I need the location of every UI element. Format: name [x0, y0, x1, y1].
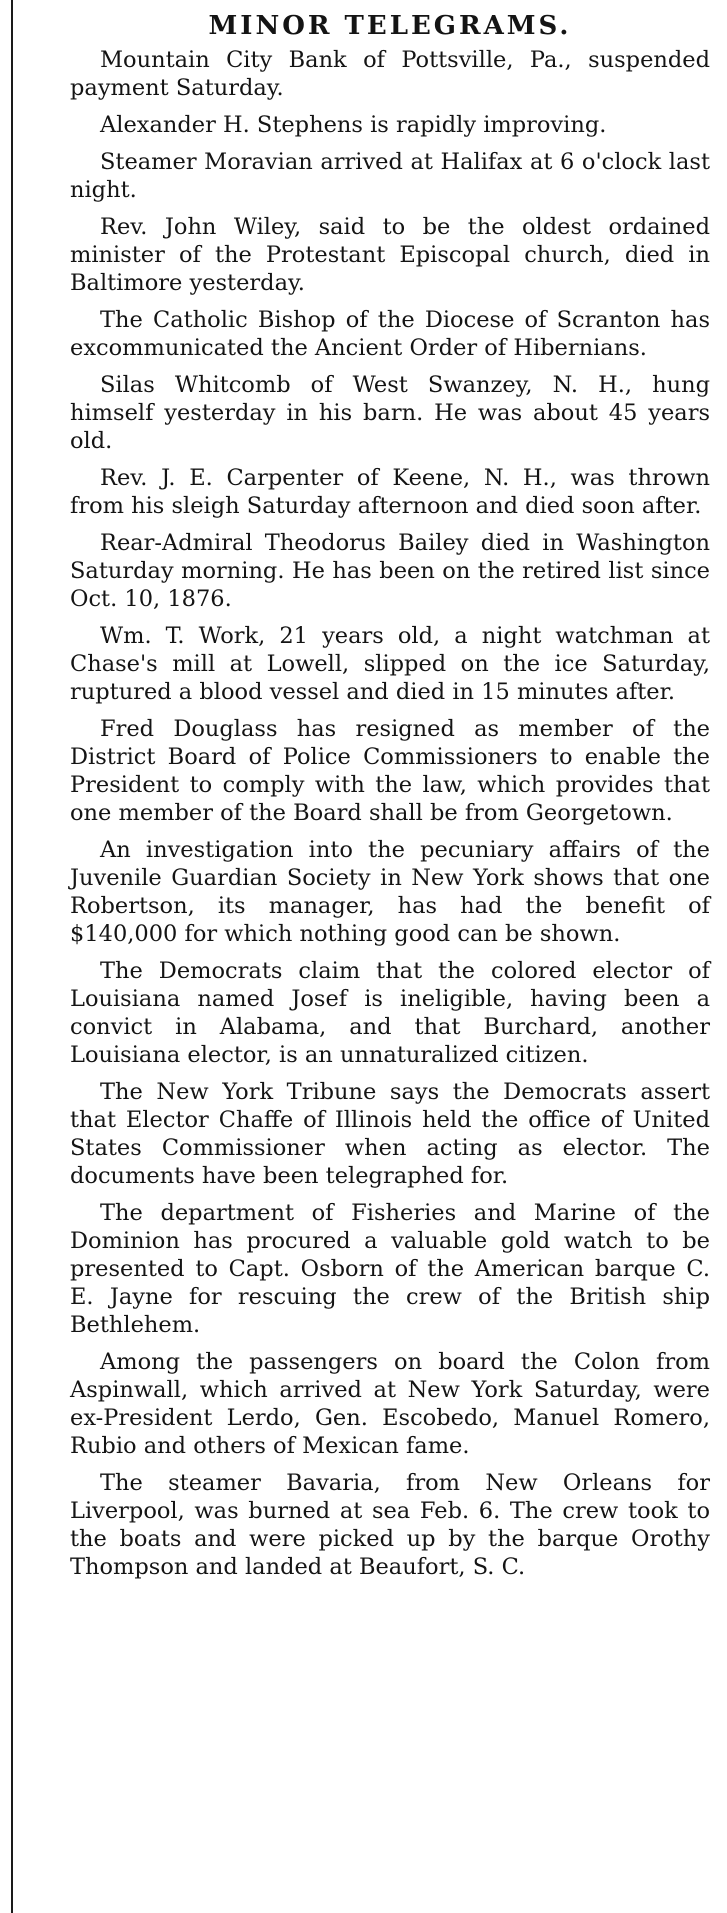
- news-item: Silas Whitcomb of West Swanzey, N. H., hung himself yesterday in his barn. He was about 45 years old.: [70, 372, 710, 454]
- news-item: The Democrats claim that the colored elector of Louisiana named Josef is ineligible, having been a convict in Alabama, and that Burchard, another Louisiana elector, is an unnaturalized citizen.: [70, 958, 710, 1068]
- news-item: Steamer Moravian arrived at Halifax at 6 o'clock last night.: [70, 149, 710, 203]
- news-item: The steamer Bavaria, from New Orleans for Liverpool, was burned at sea Feb. 6. The crew took to the boats and were picked up by the barque Orothy Thompson and landed at Beaufort, S. C.: [70, 1470, 710, 1580]
- news-item: Fred Douglass has resigned as member of the District Board of Police Commissioners to enable the President to comply with the law, which provides that one member of the Board shall be from Georgetown.: [70, 716, 710, 826]
- news-item: Rear-Admiral Theodorus Bailey died in Washington Saturday morning. He has been on the retired list since Oct. 10, 1876.: [70, 530, 710, 612]
- news-item: Rev. John Wiley, said to be the oldest ordained minister of the Protestant Episcopal church, died in Baltimore yesterday.: [70, 214, 710, 296]
- news-item: The department of Fisheries and Marine of the Dominion has procured a valuable gold watch to be presented to Capt. Osborn of the American barque C. E. Jayne for rescuing the crew of the British ship Bethlehem.: [70, 1200, 710, 1338]
- news-item: Wm. T. Work, 21 years old, a night watchman at Chase's mill at Lowell, slipped on the ice Saturday, ruptured a blood vessel and died in 15 minutes after.: [70, 623, 710, 705]
- news-item: Among the passengers on board the Colon from Aspinwall, which arrived at New York Saturday, were ex-President Lerdo, Gen. Escobedo, Manuel Romero, Rubio and others of Mexican fame.: [70, 1349, 710, 1459]
- news-item: Alexander H. Stephens is rapidly improving.: [100, 112, 607, 138]
- news-item: An investigation into the pecuniary affairs of the Juvenile Guardian Society in New York shows that one Robertson, its manager, has had the benefit of $140,000 for which nothing good can be shown.: [70, 837, 710, 947]
- news-column: [70, 8, 710, 1590]
- news-item: Mountain City Bank of Pottsville, Pa., suspended payment Saturday.: [70, 47, 710, 101]
- news-item: Rev. J. E. Carpenter of Keene, N. H., was thrown from his sleigh Saturday afternoon and died soon after.: [70, 465, 710, 519]
- news-item: The Catholic Bishop of the Diocese of Scranton has excommunicated the Ancient Order of Hibernians.: [70, 307, 710, 361]
- news-item: The New York Tribune says the Democrats assert that Elector Chaffe of Illinois held the office of United States Commissioner when acting as elector. The documents have been telegraphed for.: [70, 1079, 710, 1189]
- headline: MINOR TELEGRAMS.: [208, 11, 572, 41]
- column-rule: [11, 0, 13, 1913]
